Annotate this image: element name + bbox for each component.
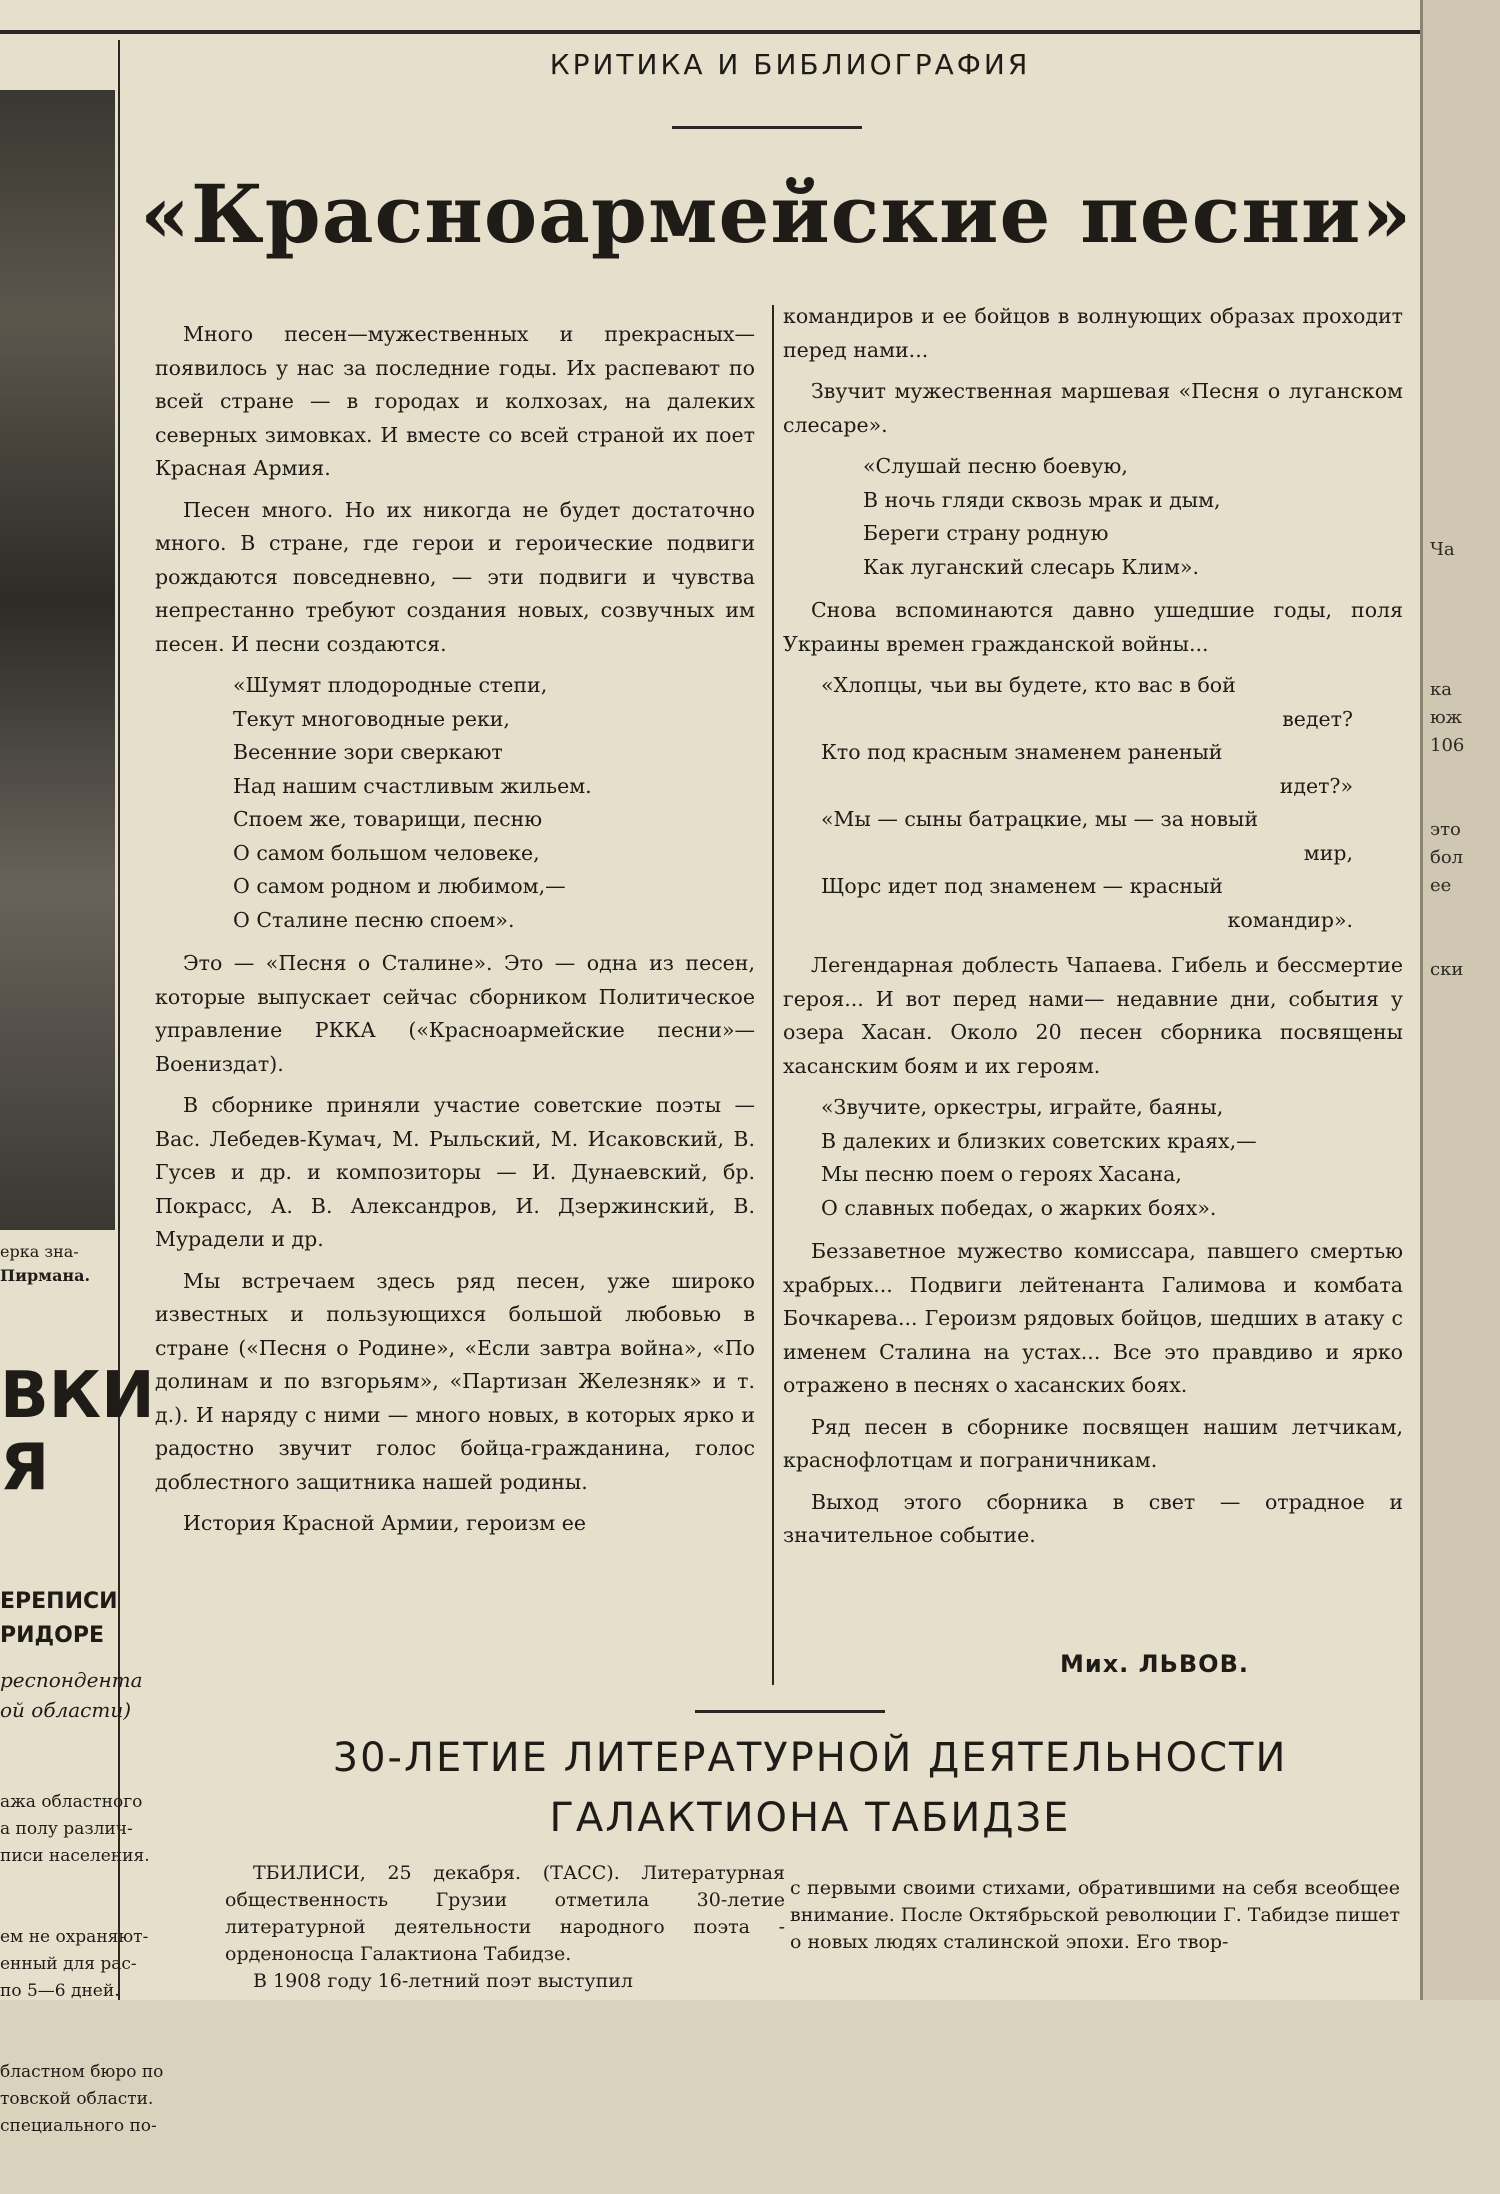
paragraph: Легендарная доблесть Чапаева. Гибель и бессмертие героя... И вот перед нами— недавние дни, события у озера Хасан. Около 20 песен сборника посвящены хасанским боям и их героям. [783,953,1403,1078]
paragraph: Это — «Песня о Сталине». Это — одна из песен, которые выпускает сейчас сборником Политическое управление РККА («Красноармейские песни»—Воениздат). [155,951,755,1076]
article-column-1 [155,318,755,1549]
poem-khasan: «Звучите, оркестры, играйте, баяны, В далеких и близких советских краях,— Мы песню поем о героях Хасана, О славных победах, о жарких боях». [821,1095,1257,1220]
column-divider [772,305,774,1685]
paragraph: ТБИЛИСИ, 25 декабря. (ТАСС). Литературная общественность Грузии отметила 30-летие литературной деятельности народного поэта - орденоносца Галактиона Табидзе. [225,1862,785,1965]
paragraph: командиров и ее бойцов в волнующих образах проходит перед нами... [783,304,1403,362]
adjacent-correspondent: респондента ой области) [0,1668,143,1722]
article2-column-1 [225,1860,785,1995]
paragraph: Много песен—мужественных и прекрасных—появилось у нас за последние годы. Их распевают по всей стране — в городах и колхозах, на далеких северных зимовках. И вместе со всей страной их поет Красная Армия. [155,322,755,480]
paragraph: Выход этого сборника в свет — отрадное и значительное событие. [783,1489,1403,1547]
poem-shchors: «Хлопцы, чьи вы будете, кто вас в бой ведет? Кто под красным знаменем раненый идет?» «Мы — сыны батрацкие, мы — за новый мир, Щорс идет под знаменем — красный командир». [821,673,1353,932]
poem-lugansk: «Слушай песню боевую, В ночь гляди сквозь мрак и дым, Береги страну родную Как луганский слесарь Клим». [863,454,1221,579]
author-signature: Мих. ЛЬВОВ. [1060,1650,1249,1678]
section-rubric: КРИТИКА И БИБЛИОГРАФИЯ [549,48,1031,81]
article-column-2 [783,300,1403,1561]
adjacent-body: ажа областного а полу различ- писи населения. ем не охраняют- енный для рас- по 5—6 дней. бластном бюро по товской области. специального по- [0,1792,164,2136]
adjacent-subheadline: ЕРЕПИСИ РИДОРЕ [0,1589,118,1648]
paragraph: Беззаветное мужество комиссара, павшего смертью храбрых... Подвиги лейтенанта Галимова и комбата Бочкарева... Героизм рядовых бойцов, шедших в атаку с именем Сталина на устах... Все это правдиво и ярко отражено в песнях о хасанских боях. [783,1239,1403,1397]
paragraph: В сборнике приняли участие советские поэты — Вас. Лебедев-Кумач, М. Рыльский, М. Исаковский, В. Гусев и др. и композиторы — И. Дунаевский, бр. Покрасс, А. В. Александров, И. Дзержинский, В. Мурадели и др. [155,1093,755,1251]
portrait-photo [0,90,115,1230]
paragraph: Песен много. Но их никогда не будет достаточно много. В стране, где герои и героические подвиги рождаются повседневно, — эти подвиги и чувства непрестанно требуют создания новых, созвучных им песен. И песни создаются. [155,497,755,656]
paragraph: История Красной Армии, героизм ее [183,1511,587,1535]
article-headline: «Красноармейские песни» [140,167,1413,261]
rubric-rule [672,126,862,129]
paragraph: Ряд песен в сборнике посвящен нашим летчикам, краснофлотцам и пограничникам. [783,1414,1403,1472]
photo-caption: ерка зна- Пирмана. [0,1242,91,1285]
top-rule [0,30,1420,34]
paragraph: Звучит мужественная маршевая «Песня о луганском слесаре». [783,379,1403,437]
article2-column-2 [790,1875,1400,1956]
paragraph: Снова вспоминаются давно ушедшие годы, поля Украины времен гражданской войны... [783,598,1403,656]
adjacent-page-text: Ча кa юж 106 это бол ее ски [1430,539,1465,980]
paragraph: с первыми своими стихами, обратившими на себя всеобщее внимание. После Октябрьской революции Г. Табидзе пишет о новых людях сталинской эпохи. Его твор- [790,1877,1400,1953]
article2-headline: 30-ЛЕТИЕ ЛИТЕРАТУРНОЙ ДЕЯТЕЛЬНОСТИ ГАЛАКТИОНА ТАБИДЗЕ [332,1735,1288,1841]
adjacent-headline: ВКИ Я [0,1360,155,1504]
paragraph: В 1908 году 16-летний поэт выступил [253,1970,633,1992]
poem-stalin: «Шумят плодородные степи, Текут многоводные реки, Весенние зори сверкают Над нашим счастливым жильем. Споем же, товарищи, песню О самом большом человеке, О самом родном и любимом,— О Сталине песню споем». [233,673,592,932]
paragraph: Мы встречаем здесь ряд песен, уже широко известных и пользующихся большой любовью в стране («Песня о Родине», «Если завтра война», «По долинам и по взгорьям», «Партизан Железняк» и т. д.). И наряду с ними — много новых, в которых ярко и радостно звучит голос бойца-гражданина, голос доблестного защитника нашей родины. [155,1268,755,1494]
article-separator [695,1710,885,1713]
